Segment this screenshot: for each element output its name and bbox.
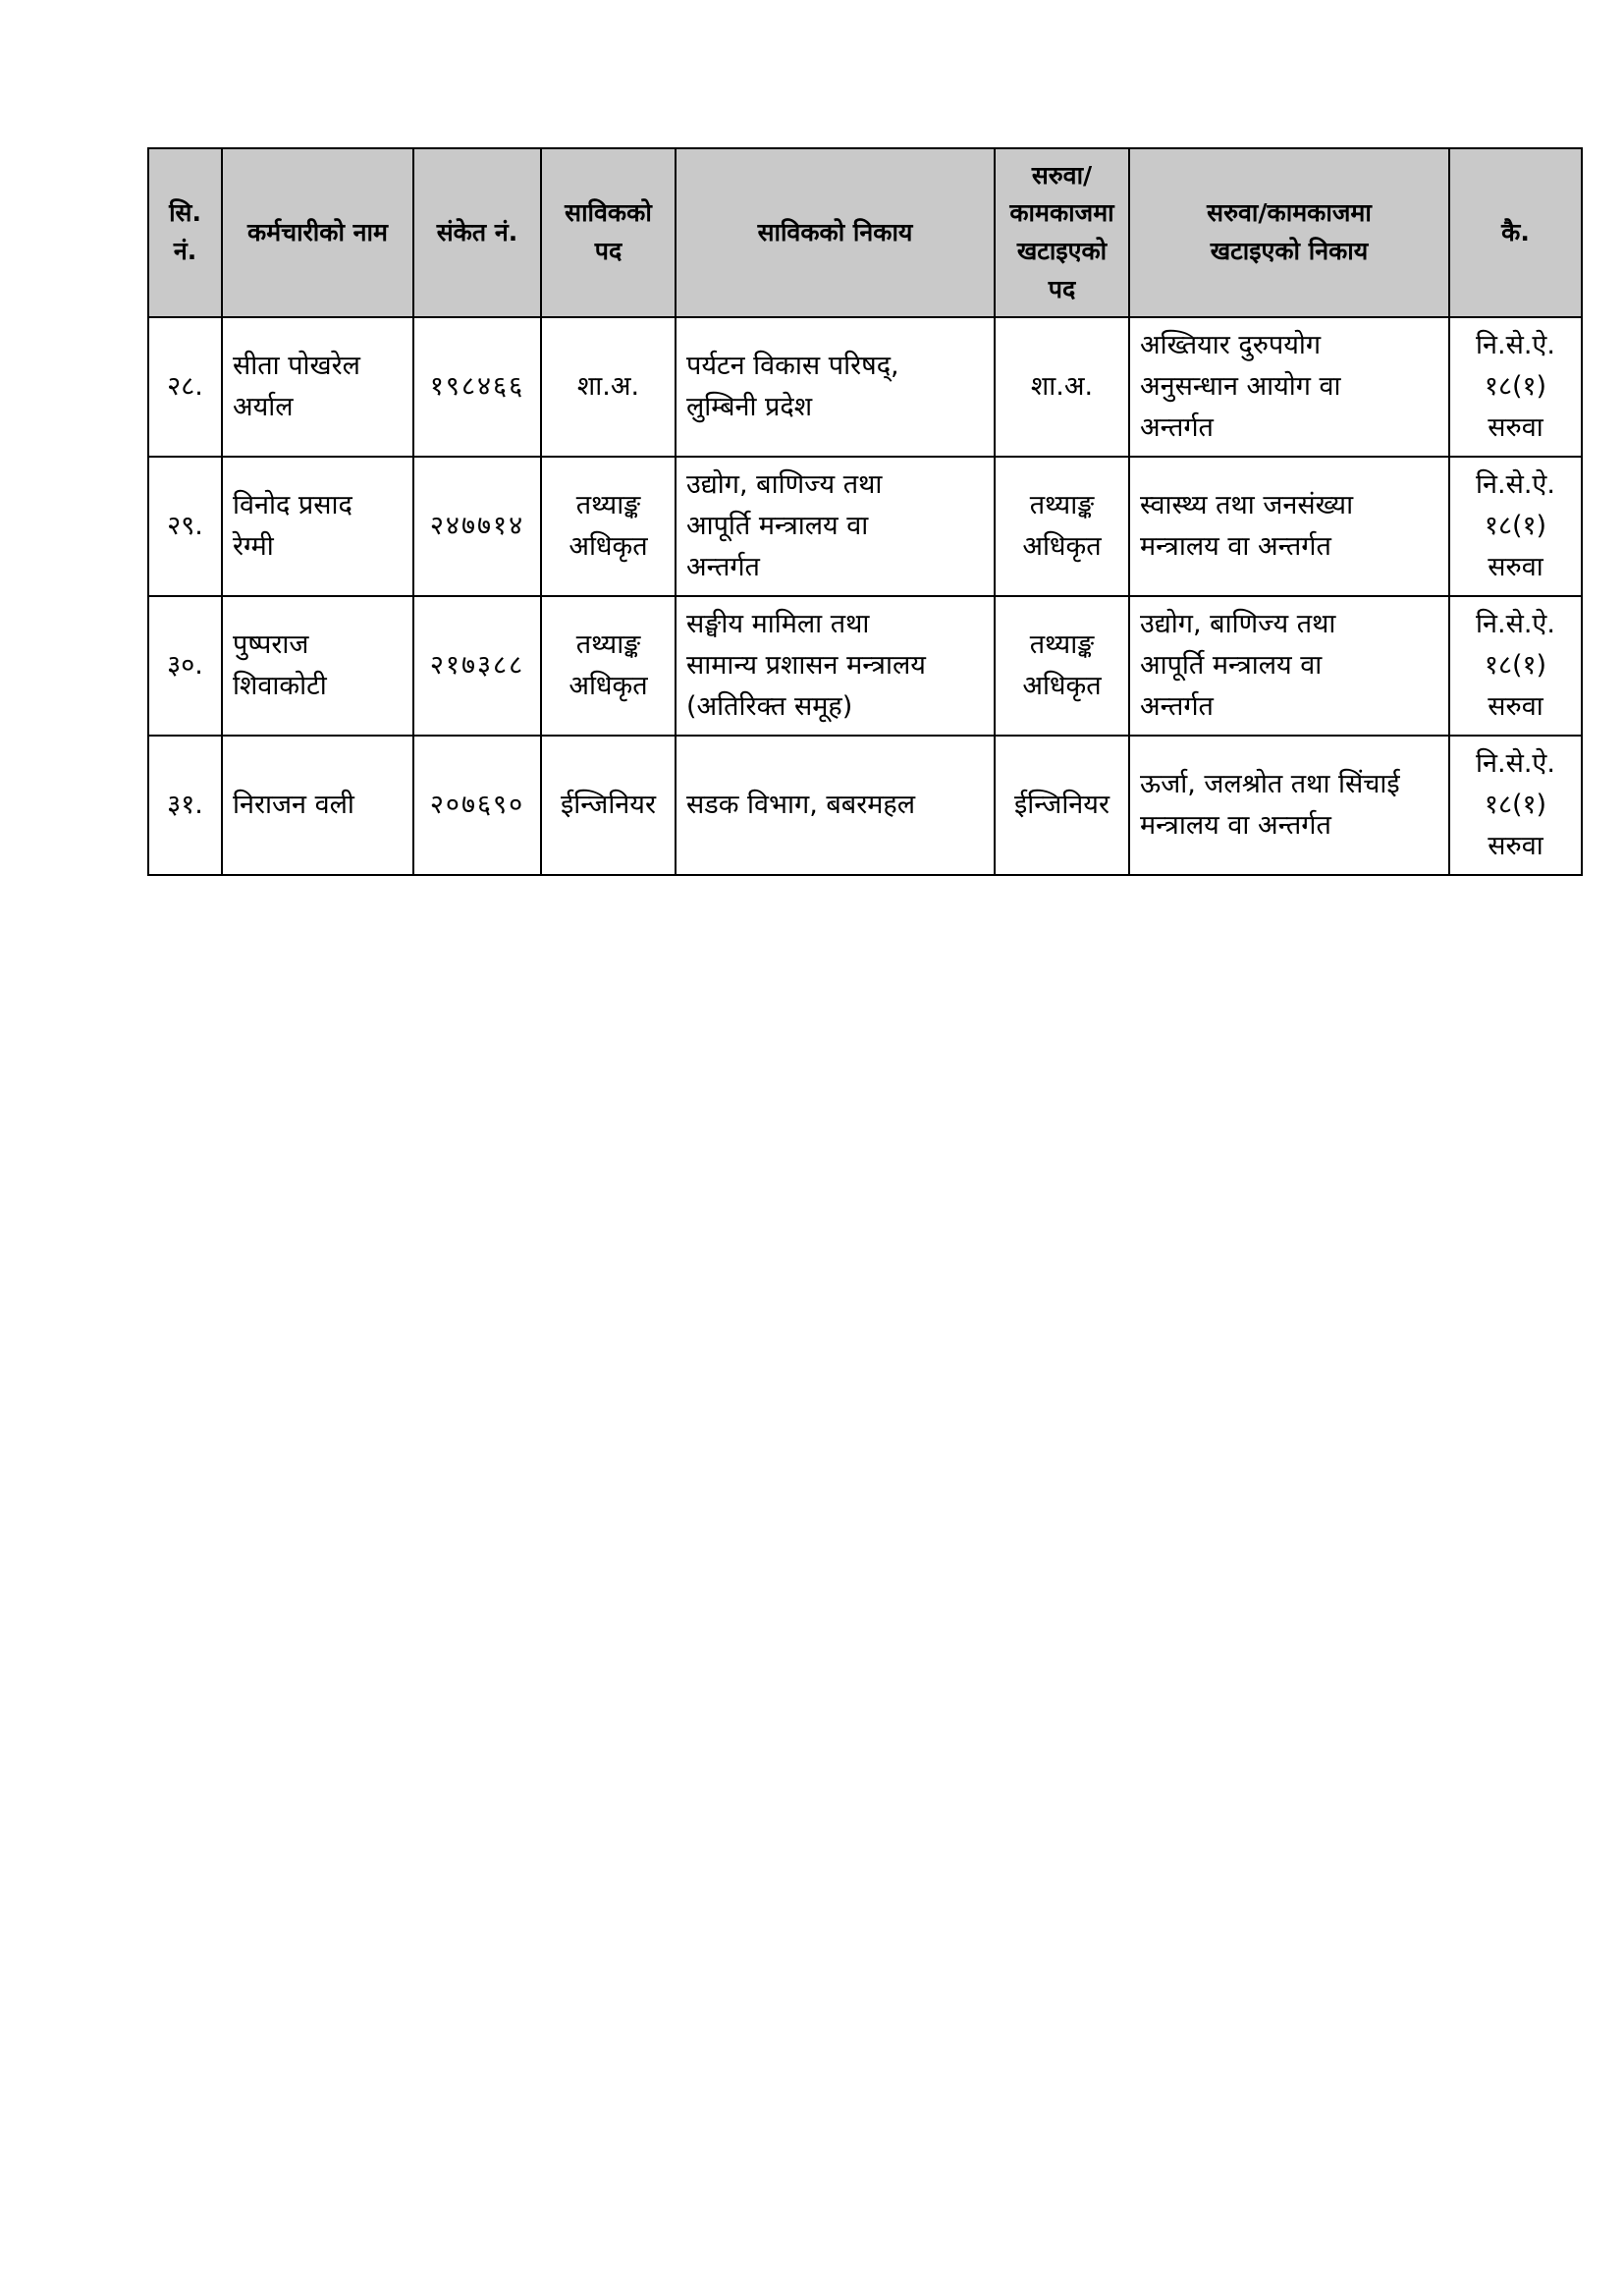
code-number-cell <box>413 317 541 457</box>
employee-name-text: अर्याल <box>233 392 294 422</box>
new-office-text: अन्तर्गत <box>1140 411 1214 443</box>
remarks-text: नि.से.ऐ. <box>1476 609 1555 640</box>
new-office-text: अनुसन्धान आयोग वा <box>1140 371 1341 403</box>
header-remarks <box>1449 148 1582 317</box>
code-number-text: २०७६९० <box>429 790 525 821</box>
table-row <box>148 596 1582 736</box>
header-text: साविकको <box>565 198 652 228</box>
new-post-text: अधिकृत <box>1022 531 1102 562</box>
serial-number-cell <box>148 596 222 736</box>
header-text: पद <box>1048 274 1076 303</box>
serial-number-cell <box>148 457 222 596</box>
new-office-text: आपूर्ति मन्त्रालय वा <box>1140 650 1323 682</box>
remarks-text: १८(१) <box>1484 650 1547 682</box>
header-employee-name <box>222 148 413 317</box>
previous-post-text: तथ्याङ्क <box>575 490 641 521</box>
remarks-cell <box>1449 457 1582 596</box>
code-number-cell <box>413 596 541 736</box>
employee-name-text: विनोद प्रसाद <box>233 490 352 521</box>
previous-office-text: लुम्बिनी प्रदेश <box>686 392 813 422</box>
new-post-text: तथ्याङ्क <box>1029 490 1095 521</box>
employee-name-text: सीता पोखरेल <box>233 351 360 382</box>
employee-name-cell <box>222 317 413 457</box>
remarks-cell <box>1449 596 1582 736</box>
previous-office-text: आपूर्ति मन्त्रालय वा <box>686 511 869 542</box>
header-serial-number <box>148 148 222 317</box>
serial-number-cell <box>148 736 222 875</box>
header-new-office <box>1129 148 1449 317</box>
table-header <box>148 148 1582 317</box>
previous-office-cell <box>676 317 995 457</box>
table-body <box>148 317 1582 875</box>
header-text: कै. <box>1501 217 1530 246</box>
header-previous-office <box>676 148 995 317</box>
header-text: सरुवा/कामकाजमा <box>1207 198 1372 228</box>
table-row <box>148 457 1582 596</box>
remarks-text: नि.से.ऐ. <box>1476 748 1555 780</box>
new-post-text: शा.अ. <box>1030 371 1094 403</box>
serial-number-cell <box>148 317 222 457</box>
new-office-text: मन्त्रालय वा अन्तर्गत <box>1140 810 1331 841</box>
new-post-cell <box>995 736 1129 875</box>
table-row <box>148 736 1582 875</box>
serial-number-text: ३१. <box>167 790 203 821</box>
previous-post-text: अधिकृत <box>568 531 648 562</box>
previous-office-text: सङ्घीय मामिला तथा <box>686 609 870 640</box>
header-text: नं. <box>173 237 197 265</box>
new-post-text: तथ्याङ्क <box>1029 629 1095 661</box>
previous-post-cell <box>541 596 676 736</box>
previous-post-text: अधिकृत <box>568 671 648 701</box>
previous-office-text: अन्तर्गत <box>686 551 760 582</box>
employee-name-cell <box>222 596 413 736</box>
new-office-text: स्वास्थ्य तथा जनसंख्या <box>1140 490 1354 521</box>
previous-post-text: ईन्जिनियर <box>560 790 656 821</box>
table-row <box>148 317 1582 457</box>
previous-office-text: (अतिरिक्त समूह) <box>686 690 853 722</box>
new-office-cell <box>1129 736 1449 875</box>
code-number-cell <box>413 457 541 596</box>
new-office-cell <box>1129 317 1449 457</box>
header-text: संकेत नं. <box>436 217 518 246</box>
previous-post-text: तथ्याङ्क <box>575 629 641 661</box>
serial-number-text: २८. <box>167 371 203 403</box>
header-new-post <box>995 148 1129 317</box>
code-number-cell <box>413 736 541 875</box>
header-code-number <box>413 148 541 317</box>
previous-office-cell <box>676 596 995 736</box>
header-text: खटाइएको <box>1016 237 1108 265</box>
employee-name-text: निराजन वली <box>233 790 354 821</box>
employee-name-text: शिवाकोटी <box>233 671 327 701</box>
previous-office-cell <box>676 736 995 875</box>
serial-number-text: ३०. <box>167 650 203 682</box>
header-previous-post <box>541 148 676 317</box>
new-post-cell <box>995 317 1129 457</box>
serial-number-text: २९. <box>167 511 203 542</box>
code-number-text: २४७७१४ <box>429 511 525 542</box>
header-text: साविकको निकाय <box>757 217 913 246</box>
new-office-cell <box>1129 457 1449 596</box>
remarks-text: १८(१) <box>1484 511 1547 542</box>
new-office-text: अन्तर्गत <box>1140 690 1214 722</box>
header-text: कर्मचारीको नाम <box>247 217 388 246</box>
remarks-cell <box>1449 317 1582 457</box>
remarks-text: सरुवा <box>1488 551 1543 582</box>
header-text: सरुवा/ <box>1031 160 1093 190</box>
new-post-cell <box>995 457 1129 596</box>
new-office-text: उद्योग, बाणिज्य तथा <box>1140 609 1336 640</box>
new-office-text: अख्तियार दुरुपयोग <box>1140 330 1322 361</box>
header-row <box>148 148 1582 317</box>
header-text: कामकाजमा <box>1009 198 1114 228</box>
previous-post-cell <box>541 736 676 875</box>
previous-office-text: सामान्य प्रशासन मन्त्रालय <box>686 650 926 682</box>
new-post-text: ईन्जिनियर <box>1013 790 1110 821</box>
transfer-table <box>147 147 1583 876</box>
remarks-cell <box>1449 736 1582 875</box>
remarks-text: १८(१) <box>1484 790 1547 821</box>
new-post-text: अधिकृत <box>1022 671 1102 701</box>
remarks-text: नि.से.ऐ. <box>1476 330 1555 361</box>
remarks-text: सरुवा <box>1488 830 1543 861</box>
employee-name-text: रेग्मी <box>233 531 274 562</box>
previous-post-cell <box>541 317 676 457</box>
previous-post-text: शा.अ. <box>576 371 640 403</box>
code-number-text: २१७३८८ <box>429 650 525 682</box>
header-text: पद <box>594 237 623 265</box>
previous-office-text: पर्यटन विकास परिषद्, <box>686 351 899 382</box>
remarks-text: नि.से.ऐ. <box>1476 469 1555 501</box>
previous-post-cell <box>541 457 676 596</box>
remarks-text: १८(१) <box>1484 371 1547 403</box>
code-number-text: १९८४६६ <box>429 371 525 403</box>
new-post-cell <box>995 596 1129 736</box>
employee-name-text: पुष्पराज <box>233 629 309 661</box>
remarks-text: सरुवा <box>1488 690 1543 722</box>
employee-name-cell <box>222 736 413 875</box>
header-text: सि. <box>169 198 201 228</box>
employee-name-cell <box>222 457 413 596</box>
previous-office-text: उद्योग, बाणिज्य तथा <box>686 469 883 501</box>
new-office-cell <box>1129 596 1449 736</box>
previous-office-text: सडक विभाग, बबरमहल <box>686 790 916 821</box>
new-office-text: मन्त्रालय वा अन्तर्गत <box>1140 531 1331 562</box>
previous-office-cell <box>676 457 995 596</box>
new-office-text: ऊर्जा, जलश्रोत तथा सिंचाई <box>1140 769 1400 800</box>
header-text: खटाइएको निकाय <box>1210 237 1369 265</box>
remarks-text: सरुवा <box>1488 411 1543 443</box>
